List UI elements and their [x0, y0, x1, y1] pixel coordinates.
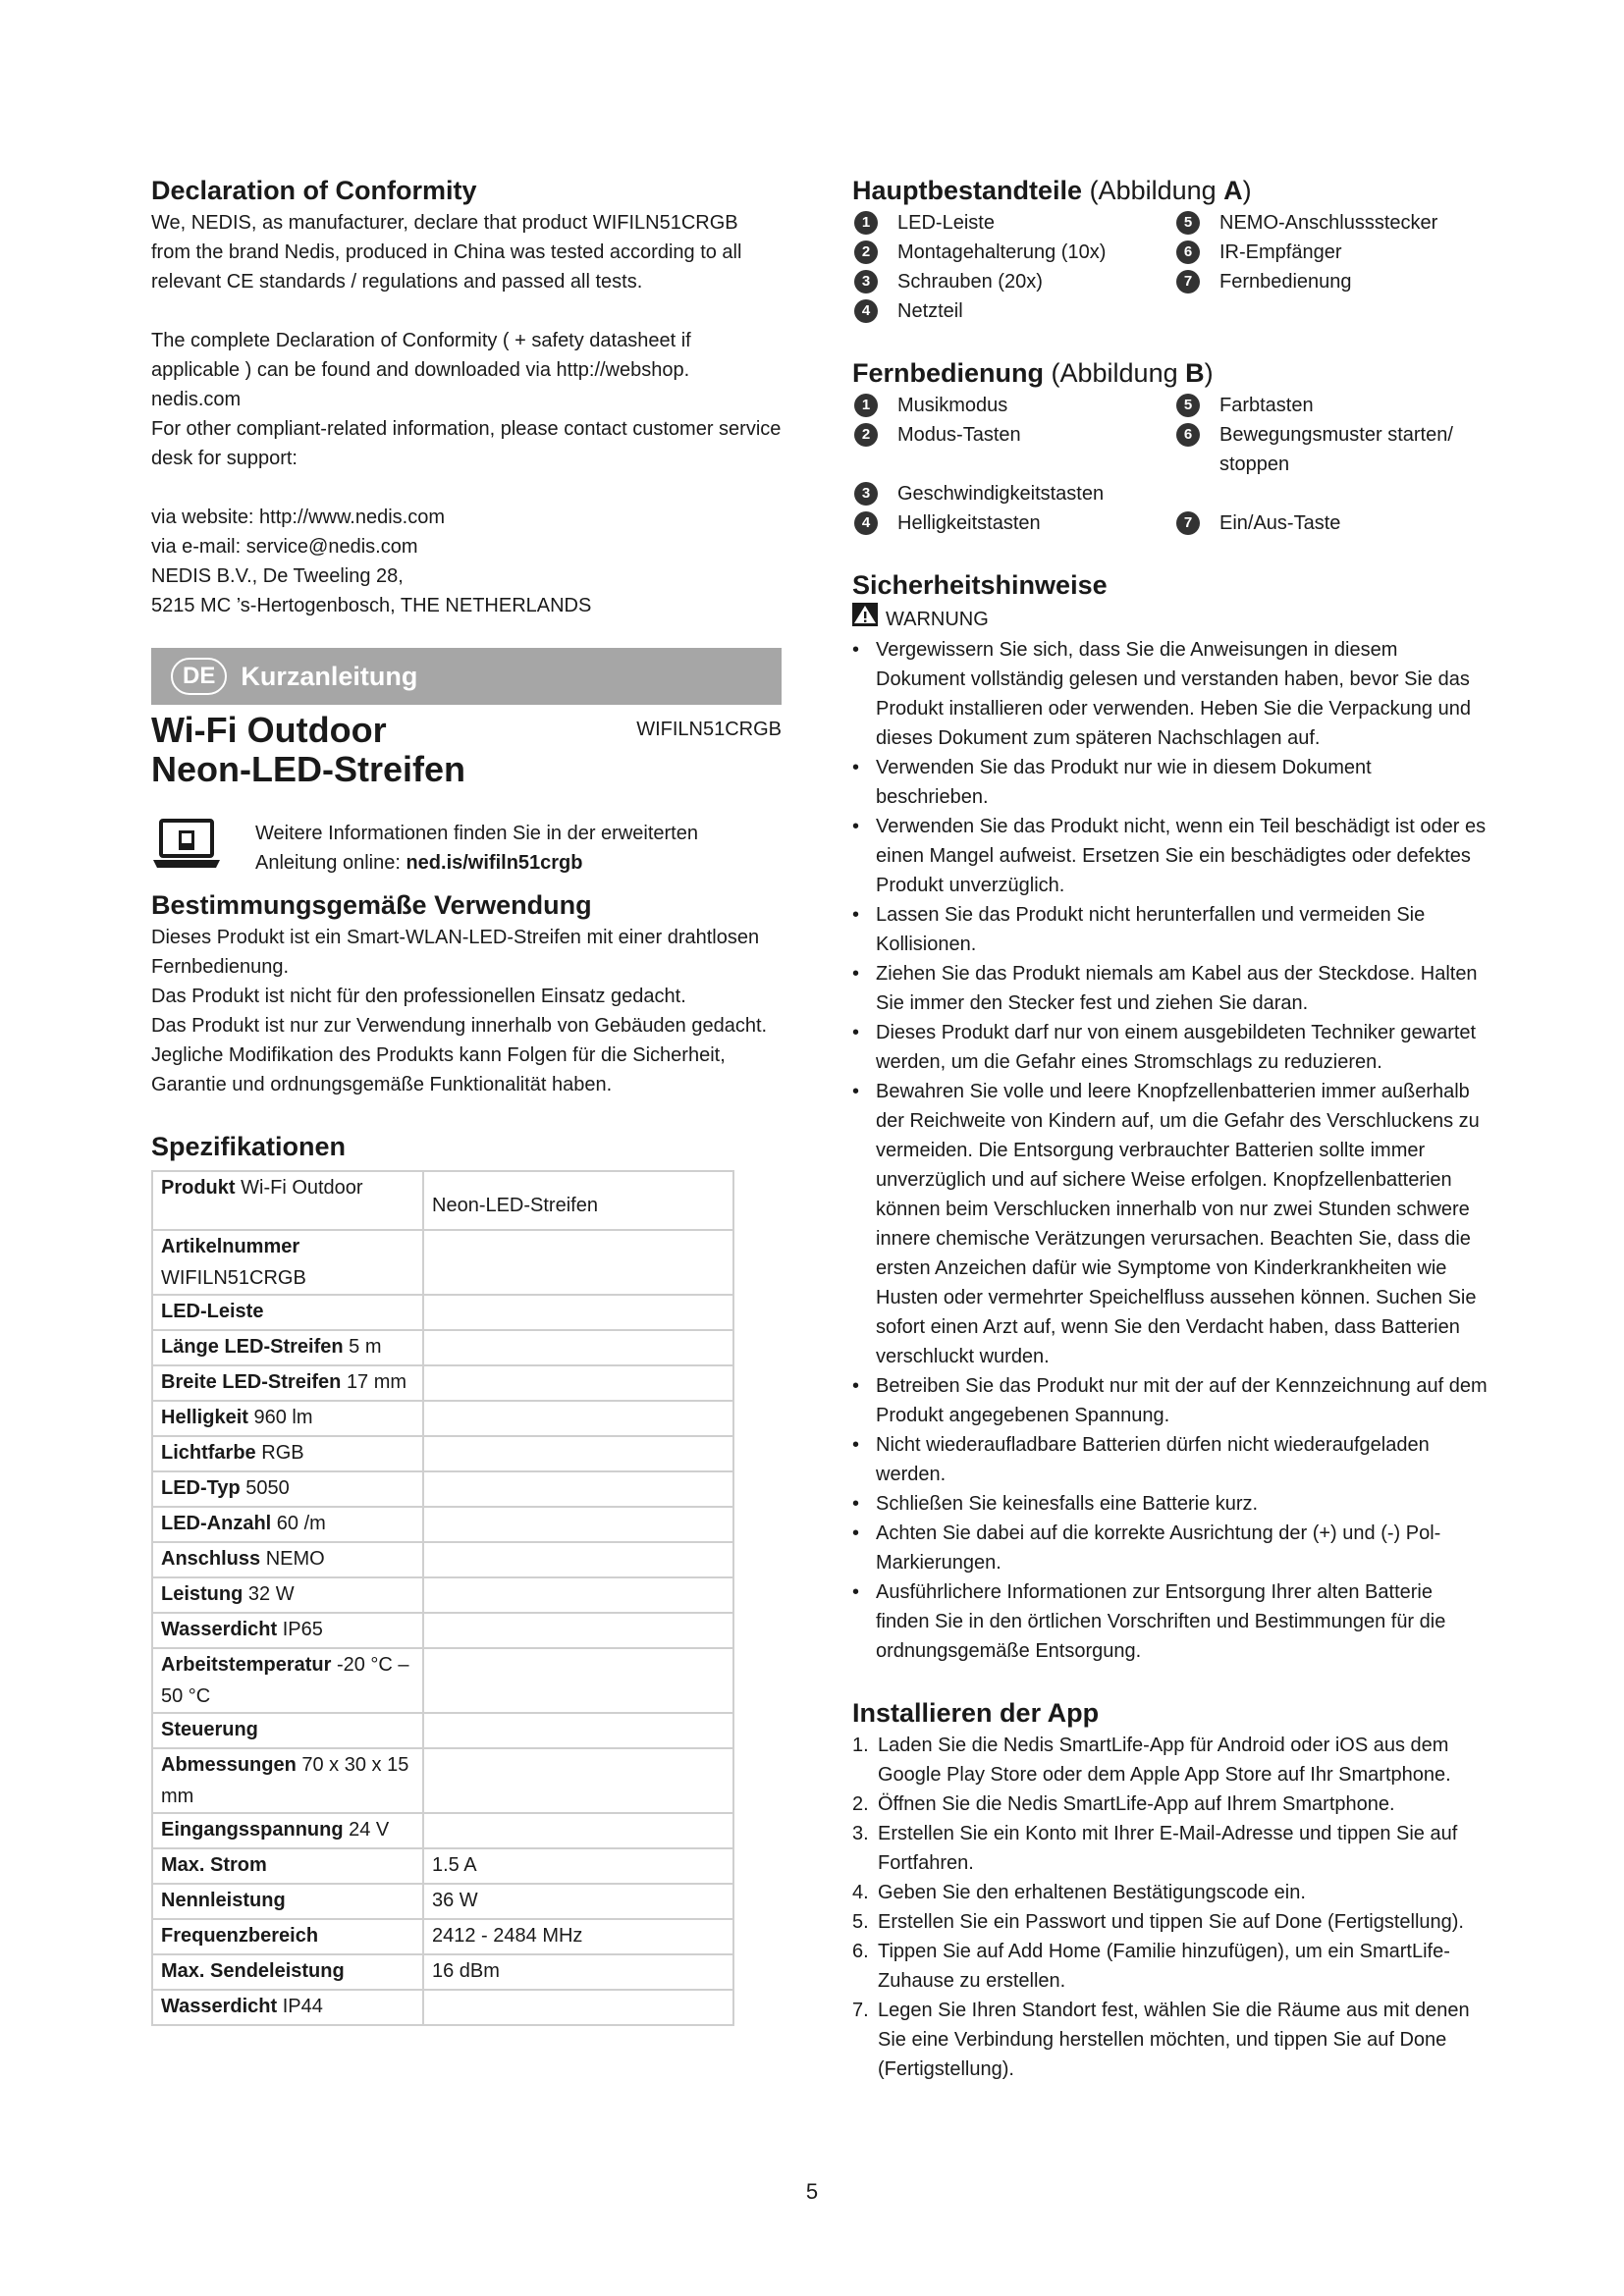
spec-value: 24 V: [349, 1819, 390, 1841]
part-number-badge: 7: [1176, 270, 1200, 294]
spec-value-cell: [423, 1577, 733, 1613]
spec-row: [152, 1230, 733, 1295]
warning-icon: [852, 603, 878, 635]
spec-label: Anschluss: [161, 1548, 261, 1570]
spec-label-cell: [152, 1848, 423, 1884]
part-number-badge: 1: [854, 394, 878, 417]
install-step: [852, 1996, 1489, 2084]
part-item: [1174, 479, 1489, 508]
declaration-para3: For other compliant-related information, please contact customer service desk for support:: [151, 418, 782, 469]
install-step-number: 1.: [852, 1735, 869, 1756]
specs-title: Spezifikationen: [151, 1132, 347, 1161]
part-item: [1174, 208, 1489, 238]
part-label: Modus-Tasten: [897, 424, 1021, 446]
install-step-text: Erstellen Sie ein Passwort und tippen Sie auf Done (Fertigstellung).: [878, 1911, 1464, 1933]
spec-value: IP65: [282, 1619, 323, 1640]
part-label: Geschwindigkeitstasten: [897, 483, 1105, 505]
spec-row: [152, 1401, 733, 1436]
part-label: Schrauben (20x): [897, 271, 1043, 293]
contact-address2: 5215 MC ’s-Hertogenbosch, THE NETHERLANDS: [151, 595, 592, 616]
spec-value-cell: [423, 1436, 733, 1471]
main-parts-list: [852, 208, 1489, 326]
spec-label-cell: [152, 1171, 423, 1230]
spec-row: [152, 1365, 733, 1401]
declaration-para1: We, NEDIS, as manufacturer, declare that product WIFILN51CRGB from the brand Nedis, produced in China was tested according to all relevant CE standards / regulations and passed all tests.: [151, 212, 742, 293]
spec-label-cell: [152, 1990, 423, 2025]
language-banner: [151, 648, 782, 705]
spec-label: Frequenzbereich: [161, 1925, 319, 1947]
safety-item: • Betreiben Sie das Produkt nur mit der auf der Kennzeichnung auf dem Produkt angegebenen Spannung.: [852, 1371, 1489, 1430]
safety-item: • Schließen Sie keinesfalls eine Batterie kurz.: [852, 1489, 1489, 1519]
spec-label-cell: [152, 1471, 423, 1507]
spec-value-cell: [423, 1884, 733, 1919]
part-item: [852, 479, 1174, 508]
install-step-number: 2.: [852, 1793, 869, 1815]
install-step-number: 7.: [852, 2000, 869, 2021]
spec-row: [152, 1295, 733, 1330]
spec-row: [152, 1990, 733, 2025]
remote-parts-list: [852, 391, 1489, 538]
part-item: [852, 420, 1174, 479]
spec-value: 960 lm: [253, 1407, 313, 1428]
part-number-badge: 3: [854, 270, 878, 294]
warning-label: WARNUNG: [886, 608, 989, 630]
spec-value-cell: [423, 1954, 733, 1990]
spec-row: [152, 1648, 733, 1713]
part-label: Ein/Aus-Taste: [1219, 512, 1341, 534]
spec-value: IP44: [282, 1996, 323, 2017]
part-label: Helligkeitstasten: [897, 512, 1041, 534]
spec-value-cell: [423, 1648, 733, 1713]
spec-value-cell: [423, 1613, 733, 1648]
spec-row: [152, 1919, 733, 1954]
spec-value: 32 W: [247, 1583, 295, 1605]
product-title: [151, 711, 465, 789]
contact-email: via e-mail: service@nedis.com: [151, 536, 418, 558]
part-number-badge: 7: [1176, 511, 1200, 535]
spec-label: Helligkeit: [161, 1407, 248, 1428]
part-number-badge: 1: [854, 211, 878, 235]
spec-label: Eingangsspannung: [161, 1819, 344, 1841]
safety-item: • Ziehen Sie das Produkt niemals am Kabel aus der Steckdose. Halten Sie immer den Stecker fest und ziehen Sie daran.: [852, 959, 1489, 1018]
online-manual-info: [255, 819, 782, 878]
spec-value: 60 /m: [276, 1513, 326, 1534]
spec-label: Länge LED-Streifen: [161, 1336, 344, 1358]
safety-item: • Dieses Produkt darf nur von einem ausgebildeten Techniker gewartet werden, um die Gefahr eines Stromschlags zu reduzieren.: [852, 1018, 1489, 1077]
part-item: [1174, 420, 1489, 479]
install-step-text: Laden Sie die Nedis SmartLife-App für Android oder iOS aus dem Google Play Store oder dem Apple App Store auf Ihr Smartphone.: [878, 1735, 1451, 1786]
spec-label: Abmessungen: [161, 1754, 297, 1776]
spec-label-cell: [152, 1577, 423, 1613]
install-step: [852, 1937, 1489, 1996]
spec-label: Max. Sendeleistung: [161, 1960, 345, 1982]
part-item: [1174, 391, 1489, 420]
product-model: WIFILN51CRGB: [636, 719, 782, 740]
spec-row: [152, 1542, 733, 1577]
spec-label-cell: [152, 1507, 423, 1542]
online-manual-link[interactable]: ned.is/wifiln51crgb: [406, 852, 583, 874]
spec-label-cell: [152, 1919, 423, 1954]
install-step: [852, 1731, 1489, 1789]
spec-label: Nennleistung: [161, 1890, 286, 1911]
install-step-text: Geben Sie den erhaltenen Bestätigungscode ein.: [878, 1882, 1306, 1903]
banner-title: Kurzanleitung: [241, 661, 418, 691]
install-step-number: 4.: [852, 1882, 869, 1903]
spec-value-2: 2412 - 2484 MHz: [432, 1925, 583, 1947]
spec-label-cell: [152, 1401, 423, 1436]
safety-item: • Nicht wiederaufladbare Batterien dürfen nicht wiederaufgeladen werden.: [852, 1430, 1489, 1489]
spec-value-2: 1.5 A: [432, 1854, 477, 1876]
part-label: Bewegungsmuster starten/ stoppen: [1219, 424, 1453, 475]
spec-label-cell: [152, 1436, 423, 1471]
spec-value-cell: [423, 1365, 733, 1401]
spec-row: [152, 1471, 733, 1507]
online-manual-text: Weitere Informationen finden Sie in der erweiterten Anleitung online:: [255, 823, 698, 874]
page-number: 5: [805, 2179, 819, 2204]
part-label: NEMO-Anschlussstecker: [1219, 212, 1438, 234]
part-item: [1174, 267, 1489, 296]
right-column: [852, 173, 1489, 2084]
contact-address1: NEDIS B.V., De Tweeling 28,: [151, 565, 404, 587]
part-number-badge: 5: [1176, 211, 1200, 235]
spec-row: [152, 1577, 733, 1613]
spec-label-cell: [152, 1648, 423, 1713]
part-number-badge: 3: [854, 482, 878, 506]
spec-label: Artikelnummer: [161, 1236, 300, 1257]
online-manual-row: [151, 819, 782, 878]
safety-item: • Verwenden Sie das Produkt nicht, wenn ein Teil beschädigt ist oder es einen Mangel aufweist. Ersetzen Sie ein beschädigtes oder defektes Produkt unverzüglich.: [852, 812, 1489, 900]
spec-value: RGB: [261, 1442, 304, 1464]
spec-label: Lichtfarbe: [161, 1442, 256, 1464]
spec-label: Wasserdicht: [161, 1619, 278, 1640]
install-step: [852, 1878, 1489, 1907]
install-step-text: Öffnen Sie die Nedis SmartLife-App auf Ihrem Smartphone.: [878, 1793, 1395, 1815]
intended-use-line: Dieses Produkt ist ein Smart-WLAN-LED-Streifen mit einer drahtlosen Fernbedienung.: [151, 927, 760, 978]
spec-label-cell: [152, 1330, 423, 1365]
laptop-icon: [151, 819, 222, 875]
product-title-line1: Wi-Fi Outdoor: [151, 710, 387, 750]
part-label: Farbtasten: [1219, 395, 1314, 416]
spec-label-cell: [152, 1542, 423, 1577]
intended-use-line: Das Produkt ist nicht für den professionellen Einsatz gedacht.: [151, 986, 686, 1007]
spec-label-cell: [152, 1954, 423, 1990]
spec-value-cell: [423, 1919, 733, 1954]
left-column: [151, 173, 782, 2026]
safety-item: • Bewahren Sie volle und leere Knopfzellenbatterien immer außerhalb der Reichweite von Kindern auf, um die Gefahr des Verschluckens zu vermeiden. Die Entsorgung verbrauchter Batterien sollte immer unverzüglich und auf sichere Weise erfolgen. Knopfzellenbatterien können beim Verschlucken innerhalb von nur zwei Stunden schwere innere chemische Verätzungen verursachen. Beachten Sie, dass die ersten Anzeichen dafür wie Symptome von Kinderkrankheiten wie Husten oder vermehrter Speichelfluss aussehen können. Suchen Sie sofort einen Arzt auf, wenn Sie den Verdacht haben, dass Batterien verschluckt wurden.: [852, 1077, 1489, 1371]
spec-value-2: 16 dBm: [432, 1960, 500, 1982]
main-parts-title: Hauptbestandteile (Abbildung A): [852, 176, 1252, 205]
spec-value: Wi-Fi Outdoor: [241, 1177, 363, 1199]
part-number-badge: 5: [1176, 394, 1200, 417]
part-label: IR-Empfänger: [1219, 241, 1342, 263]
spec-label-cell: [152, 1713, 423, 1748]
install-step: [852, 1907, 1489, 1937]
spec-value-cell: [423, 1295, 733, 1330]
spec-label: LED-Leiste: [161, 1301, 264, 1322]
part-number-badge: 2: [854, 240, 878, 264]
part-label: Netzteil: [897, 300, 963, 322]
spec-label-cell: [152, 1813, 423, 1848]
spec-value: NEMO: [265, 1548, 325, 1570]
safety-item: • Lassen Sie das Produkt nicht herunterfallen und vermeiden Sie Kollisionen.: [852, 900, 1489, 959]
spec-row: [152, 1507, 733, 1542]
spec-row: [152, 1436, 733, 1471]
safety-list: [852, 635, 1489, 1666]
part-item: [1174, 508, 1489, 538]
warning-row: [852, 603, 1489, 635]
declaration-title: Declaration of Conformity: [151, 176, 477, 205]
part-number-badge: 6: [1176, 423, 1200, 447]
spec-table: [151, 1170, 734, 2026]
spec-value-2: Neon-LED-Streifen: [432, 1195, 598, 1216]
product-header: [151, 711, 782, 789]
install-steps: [852, 1731, 1489, 2084]
spec-row: [152, 1748, 733, 1813]
spec-label-cell: [152, 1613, 423, 1648]
spec-value-cell: [423, 1713, 733, 1748]
spec-row: [152, 1813, 733, 1848]
part-label: Fernbedienung: [1219, 271, 1352, 293]
spec-value-cell: [423, 1330, 733, 1365]
intended-use-line: Jegliche Modifikation des Produkts kann Folgen für die Sicherheit, Garantie und ordnungsgemäße Funktionalität haben.: [151, 1044, 726, 1095]
spec-label: Arbeitstemperatur: [161, 1654, 332, 1676]
safety-item: • Vergewissern Sie sich, dass Sie die Anweisungen in diesem Dokument vollständig gelesen und verstanden haben, bevor Sie das Produkt installieren oder verwenden. Heben Sie die Verpackung und dieses Dokument zum späteren Nachschlagen auf.: [852, 635, 1489, 753]
product-title-line2: Neon-LED-Streifen: [151, 749, 466, 789]
spec-value-cell: [423, 1507, 733, 1542]
spec-value: WIFILN51CRGB: [161, 1267, 306, 1289]
spec-label-cell: [152, 1884, 423, 1919]
part-label: Montagehalterung (10x): [897, 241, 1107, 263]
install-step-text: Legen Sie Ihren Standort fest, wählen Sie die Räume aus mit denen Sie eine Verbindung herstellen möchten, und tippen Sie auf Done (Fertigstellung).: [878, 2000, 1470, 2080]
install-step-number: 6.: [852, 1941, 869, 1962]
spec-row: [152, 1884, 733, 1919]
spec-row: [152, 1613, 733, 1648]
spec-value-cell: [423, 1848, 733, 1884]
part-label: LED-Leiste: [897, 212, 995, 234]
part-number-badge: 2: [854, 423, 878, 447]
safety-title: Sicherheitshinweise: [852, 570, 1108, 600]
spec-value: 17 mm: [346, 1371, 407, 1393]
spec-label: Breite LED-Streifen: [161, 1371, 342, 1393]
intended-use-line: Das Produkt ist nur zur Verwendung innerhalb von Gebäuden gedacht.: [151, 1015, 768, 1037]
spec-label-cell: [152, 1748, 423, 1813]
part-item: [852, 508, 1174, 538]
declaration-para2: The complete Declaration of Conformity ( + safety datasheet if applicable ) can be found and downloaded via http://webshop. nedis.com: [151, 330, 691, 410]
spec-label: Steuerung: [161, 1719, 258, 1740]
part-item: [852, 208, 1174, 238]
spec-row: [152, 1171, 733, 1230]
spec-row: [152, 1330, 733, 1365]
spec-value-cell: [423, 1813, 733, 1848]
part-item: [852, 267, 1174, 296]
spec-row: [152, 1848, 733, 1884]
part-item: [852, 391, 1174, 420]
install-step: [852, 1789, 1489, 1819]
part-number-badge: 6: [1176, 240, 1200, 264]
spec-value: 70 x 30 x 15 mm: [161, 1754, 409, 1807]
part-number-badge: 4: [854, 299, 878, 323]
install-step: [852, 1819, 1489, 1878]
spec-label: Wasserdicht: [161, 1996, 278, 2017]
spec-label: Max. Strom: [161, 1854, 267, 1876]
install-title: Installieren der App: [852, 1698, 1100, 1728]
spec-value-cell: [423, 1748, 733, 1813]
spec-value: 5050: [245, 1477, 290, 1499]
safety-item: • Ausführlichere Informationen zur Entsorgung Ihrer alten Batterie finden Sie in den örtlichen Vorschriften und Bestimmungen für die ordnungsgemäße Entsorgung.: [852, 1577, 1489, 1666]
spec-value-2: 36 W: [432, 1890, 478, 1911]
spec-row: [152, 1713, 733, 1748]
spec-value-cell: [423, 1230, 733, 1295]
remote-title: Fernbedienung (Abbildung B): [852, 358, 1214, 388]
safety-item: • Achten Sie dabei auf die korrekte Ausrichtung der (+) und (-) Pol-Markierungen.: [852, 1519, 1489, 1577]
install-step-text: Tippen Sie auf Add Home (Familie hinzufügen), um ein SmartLife-Zuhause zu erstellen.: [878, 1941, 1450, 1992]
part-item: [1174, 238, 1489, 267]
spec-value-cell: [423, 1171, 733, 1230]
intended-use-title: Bestimmungsgemäße Verwendung: [151, 890, 592, 920]
spec-label-cell: [152, 1230, 423, 1295]
spec-value-cell: [423, 1542, 733, 1577]
contact-website: via website: http://www.nedis.com: [151, 507, 446, 528]
part-number-badge: 4: [854, 511, 878, 535]
spec-label: LED-Typ: [161, 1477, 241, 1499]
spec-label: Produkt: [161, 1177, 236, 1199]
spec-value-cell: [423, 1401, 733, 1436]
spec-value-cell: [423, 1990, 733, 2025]
spec-label: Leistung: [161, 1583, 244, 1605]
language-badge: DE: [171, 658, 227, 695]
spec-row: [152, 1954, 733, 1990]
spec-value: 5 m: [349, 1336, 382, 1358]
spec-label: LED-Anzahl: [161, 1513, 272, 1534]
spec-label-cell: [152, 1365, 423, 1401]
safety-item: • Verwenden Sie das Produkt nur wie in diesem Dokument beschrieben.: [852, 753, 1489, 812]
install-step-number: 3.: [852, 1823, 869, 1844]
part-item: [852, 296, 1174, 326]
install-step-number: 5.: [852, 1911, 869, 1933]
install-step-text: Erstellen Sie ein Konto mit Ihrer E-Mail-Adresse und tippen Sie auf Fortfahren.: [878, 1823, 1458, 1874]
part-label: Musikmodus: [897, 395, 1008, 416]
spec-value-cell: [423, 1471, 733, 1507]
part-item: [852, 238, 1174, 267]
spec-value: -20 °C – 50 °C: [161, 1654, 409, 1707]
spec-label-cell: [152, 1295, 423, 1330]
